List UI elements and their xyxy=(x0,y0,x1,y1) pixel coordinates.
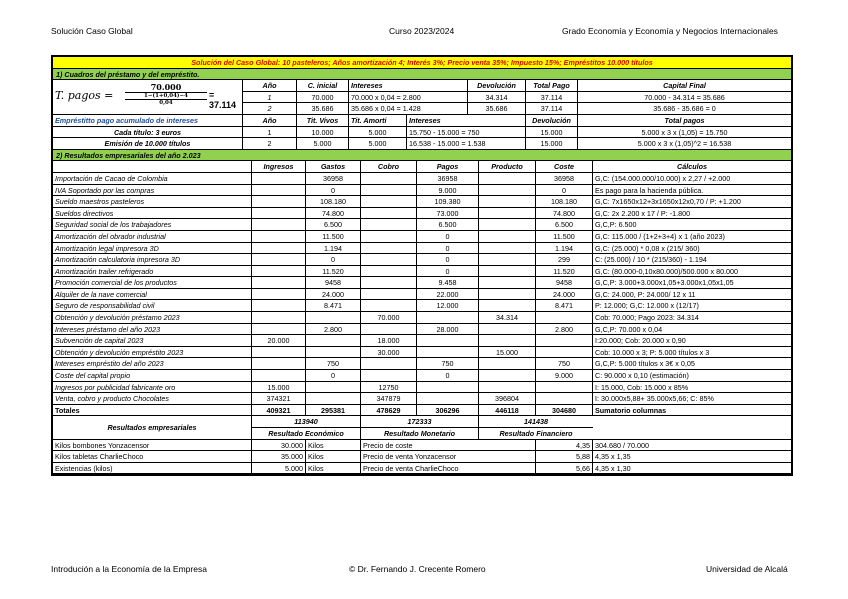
totals-cell: 478629 xyxy=(361,405,417,417)
results-cell xyxy=(361,300,417,312)
summary-name: Resultado Monetario xyxy=(361,428,479,440)
bond-cell: 2 xyxy=(243,138,297,150)
loan-row xyxy=(243,103,791,115)
results-cell: 11.500 xyxy=(536,231,593,243)
results-cell: Sueldo maestros pasteleros xyxy=(53,196,252,208)
loan-header: C. inicial xyxy=(297,80,349,92)
results-cell: 11.500 xyxy=(306,231,361,243)
formula-denominator-top: 1−(1+0,04)−4 xyxy=(125,93,207,100)
results-cell: G,C: (80.000-0,10x80.000)/500.000 x 80.000 xyxy=(593,266,791,278)
results-cell xyxy=(306,335,361,347)
results-cell: 34.314 xyxy=(479,312,536,324)
results-cell: 6.500 xyxy=(417,219,479,231)
bottom-cell: Kilos xyxy=(306,440,361,452)
results-cell: Intereses empréstito del año 2023 xyxy=(53,358,252,370)
spreadsheet xyxy=(51,55,793,476)
results-cell: 1.194 xyxy=(306,243,361,255)
loan-cell: 70.000 x 0,04 = 2.800 xyxy=(349,92,468,104)
results-cell xyxy=(479,300,536,312)
results-cell: 28.000 xyxy=(417,324,479,336)
sheet-title: Solución del Caso Global: 10 pasteleros; Años amortización 4; Interés 3%; Precio venta 35%; Impuesto 15%; Empréstitos 10.000 títulos xyxy=(53,57,791,69)
table-row xyxy=(53,358,791,370)
loan-cell: 70.000 - 34.314 = 35.686 xyxy=(578,92,791,104)
results-header: Gastos xyxy=(306,161,361,173)
loan-header: Intereses xyxy=(349,80,468,92)
loan-header: Año xyxy=(243,80,297,92)
results-cell xyxy=(417,347,479,359)
bond-label: Empréstitto pago acumulado de intereses xyxy=(53,115,243,127)
summary-value: 141438 xyxy=(479,416,593,428)
loan-cell: 37.114 xyxy=(526,92,578,104)
results-cell: 374321 xyxy=(252,393,306,405)
loan-block xyxy=(53,80,791,115)
results-cell: G,C,P: 70.000 x 0,04 xyxy=(593,324,791,336)
totals-cell: Totales xyxy=(53,405,252,417)
bottom-cell: Precio de venta Yonzacensor xyxy=(361,451,536,463)
results-cell: C: (25.000) / 10 * (215/360) - 1.194 xyxy=(593,254,791,266)
results-cell: 12.000 xyxy=(417,300,479,312)
results-cell: Amortización calculatoria impresora 3D xyxy=(53,254,252,266)
section-2-heading: 2) Resultados empresariales del año 2.023 xyxy=(53,150,791,162)
results-cell xyxy=(361,266,417,278)
results-cell xyxy=(417,382,479,394)
table-row xyxy=(53,289,791,301)
results-cell: 0 xyxy=(417,254,479,266)
loan-row xyxy=(243,92,791,104)
results-cell xyxy=(479,382,536,394)
results-cell xyxy=(252,243,306,255)
results-cell: 15.000 xyxy=(252,382,306,394)
bottom-cell: Precio de venta CharlieChoco xyxy=(361,463,536,475)
loan-cell: 1 xyxy=(243,92,297,104)
results-cell: Venta, cobro y producto Chocolates xyxy=(53,393,252,405)
results-cell: Coste del capital propio xyxy=(53,370,252,382)
results-header: Ingresos xyxy=(252,161,306,173)
bond-cell: 15.000 xyxy=(526,127,578,139)
results-cell: 12750 xyxy=(361,382,417,394)
results-cell: 9458 xyxy=(536,277,593,289)
results-cell xyxy=(252,289,306,301)
loan-cell: 35.686 xyxy=(297,103,349,115)
results-cell: 36958 xyxy=(417,173,479,185)
loan-cell: 35.686 xyxy=(468,103,526,115)
results-cell xyxy=(361,358,417,370)
results-cell xyxy=(361,289,417,301)
bond-cell: 5.000 x 3 x (1,05) = 15.750 xyxy=(578,127,791,139)
loan-header: Devolución xyxy=(468,80,526,92)
results-cell xyxy=(536,347,593,359)
bond-cell: 15.750 - 15.000 = 750 xyxy=(407,127,526,139)
results-cell: 9458 xyxy=(306,277,361,289)
results-cell: Sueldos directivos xyxy=(53,208,252,220)
results-cell xyxy=(479,254,536,266)
results-cell: 24.000 xyxy=(306,289,361,301)
table-row xyxy=(53,243,791,255)
loan-table xyxy=(243,80,791,115)
section-1-heading: 1) Cuadros del préstamo y del empréstito. xyxy=(53,69,791,81)
results-cell xyxy=(361,219,417,231)
results-cell: Alquiler de la nave comercial xyxy=(53,289,252,301)
table-row xyxy=(53,382,791,394)
results-cell xyxy=(479,243,536,255)
table-row xyxy=(53,185,791,197)
results-cell xyxy=(252,347,306,359)
totals-cell: Sumatorio columnas xyxy=(593,405,791,417)
bottom-table xyxy=(53,440,791,475)
results-cell: 108.180 xyxy=(306,196,361,208)
results-cell xyxy=(479,370,536,382)
results-cell xyxy=(479,231,536,243)
results-cell xyxy=(252,185,306,197)
results-cell xyxy=(361,324,417,336)
totals-row xyxy=(53,405,791,417)
results-cell: 347879 xyxy=(361,393,417,405)
table-row xyxy=(53,370,791,382)
results-cell xyxy=(252,196,306,208)
results-cell: 750 xyxy=(306,358,361,370)
loan-cell: 37.114 xyxy=(526,103,578,115)
results-cell: 6.500 xyxy=(536,219,593,231)
results-cell xyxy=(252,173,306,185)
results-cell xyxy=(306,393,361,405)
results-cell: Obtención y devolución empréstito 2023 xyxy=(53,347,252,359)
results-cell xyxy=(306,382,361,394)
table-row xyxy=(53,312,791,324)
bottom-cell: Precio de coste xyxy=(361,440,536,452)
results-cell: 74.800 xyxy=(306,208,361,220)
results-table-body xyxy=(53,173,791,405)
table-row xyxy=(53,300,791,312)
results-cell: G,C,P: 5.000 títulos x 3€ x 0,05 xyxy=(593,358,791,370)
summary-empty xyxy=(593,416,791,439)
table-row xyxy=(53,347,791,359)
results-cell: 0 xyxy=(417,231,479,243)
results-cell: Subvención de capital 2023 xyxy=(53,335,252,347)
results-cell xyxy=(361,370,417,382)
results-cell xyxy=(479,173,536,185)
results-cell xyxy=(536,335,593,347)
results-cell xyxy=(252,324,306,336)
results-cell: 36958 xyxy=(536,173,593,185)
results-cell: G,C: 24.000, P: 24.000/ 12 x 11 xyxy=(593,289,791,301)
results-cell xyxy=(479,196,536,208)
footer-left: Introdución a la Economía de la Empresa xyxy=(51,564,207,574)
results-header: Producto xyxy=(479,161,536,173)
results-cell: G,C: 7x1650x12+3x1650x12x0,70 / P: +1.200 xyxy=(593,196,791,208)
bottom-cell: Kilos tabletas CharlieChoco xyxy=(53,451,252,463)
results-cell: 750 xyxy=(536,358,593,370)
results-cell: 9.000 xyxy=(536,370,593,382)
bond-cell: 5.000 xyxy=(349,138,407,150)
results-cell: 2.800 xyxy=(306,324,361,336)
bond-cell: 1 xyxy=(243,127,297,139)
footer-center: © Dr. Fernando J. Crecente Romero xyxy=(349,564,486,574)
results-cell: Cob: 70.000; Pago 2023: 34.314 xyxy=(593,312,791,324)
results-cell: 36958 xyxy=(306,173,361,185)
table-row xyxy=(53,324,791,336)
results-cell: G,C,P: 6.500 xyxy=(593,219,791,231)
bond-header: Intereses xyxy=(407,115,526,127)
table-row xyxy=(53,196,791,208)
formula-fraction xyxy=(125,82,207,106)
results-cell: 2.800 xyxy=(536,324,593,336)
bond-cell: 5.000 xyxy=(297,138,349,150)
table-row xyxy=(53,173,791,185)
results-cell: Promoción comercial de los productos xyxy=(53,277,252,289)
summary-value: 113940 xyxy=(252,416,361,428)
table-row xyxy=(53,231,791,243)
results-cell xyxy=(479,266,536,278)
results-cell: Seguro de responsabilidad civil xyxy=(53,300,252,312)
loan-cell: 34.314 xyxy=(468,92,526,104)
results-cell xyxy=(361,277,417,289)
results-cell: 9.458 xyxy=(417,277,479,289)
bond-cell: 5.000 x 3 x (1,05)^2 = 16.538 xyxy=(578,138,791,150)
loan-header: Total Pago xyxy=(526,80,578,92)
results-cell: 0 xyxy=(306,185,361,197)
results-cell: I:20.000; Cob: 20.000 x 0,90 xyxy=(593,335,791,347)
results-cell xyxy=(252,254,306,266)
summary-value: 172333 xyxy=(361,416,479,428)
results-cell xyxy=(361,208,417,220)
bond-cell: 5.000 xyxy=(349,127,407,139)
results-cell: 30.000 xyxy=(361,347,417,359)
bond-row xyxy=(53,138,791,150)
bottom-cell: 5,66 xyxy=(536,463,593,475)
results-cell: 8.471 xyxy=(536,300,593,312)
results-cell: 15.000 xyxy=(479,347,536,359)
results-cell: 1.194 xyxy=(536,243,593,255)
results-cell xyxy=(479,358,536,370)
table-row xyxy=(53,451,791,463)
bond-cell: Cada título: 3 euros xyxy=(53,127,243,139)
formula-denominator-bottom: 0,04 xyxy=(159,100,173,107)
results-cell xyxy=(536,393,593,405)
results-cell: Importación de Cacao de Colombia xyxy=(53,173,252,185)
bond-cell: Emisión de 10.000 títulos xyxy=(53,138,243,150)
loan-cell: 70.000 xyxy=(297,92,349,104)
table-row xyxy=(53,254,791,266)
results-cell: Cob: 10.000 x 3; P: 5.000 títulos x 3 xyxy=(593,347,791,359)
bottom-cell: 4,35 x 1,35 xyxy=(593,451,791,463)
bottom-cell: 4,35 x 1,30 xyxy=(593,463,791,475)
results-cell xyxy=(361,231,417,243)
results-cell xyxy=(252,231,306,243)
bottom-cell: 4,35 xyxy=(536,440,593,452)
results-cell xyxy=(252,312,306,324)
results-cell: Es pago para la hacienda pública. xyxy=(593,185,791,197)
results-cell xyxy=(417,393,479,405)
totals-cell: 295381 xyxy=(306,405,361,417)
table-row xyxy=(53,208,791,220)
bond-row xyxy=(53,127,791,139)
results-cell xyxy=(479,277,536,289)
results-header xyxy=(53,161,252,173)
results-header: Pagos xyxy=(417,161,479,173)
loan-header: Capital Final xyxy=(578,80,791,92)
results-cell: 70.000 xyxy=(361,312,417,324)
results-header: Cobro xyxy=(361,161,417,173)
bond-cell: 15.000 xyxy=(526,138,578,150)
results-header: Coste xyxy=(536,161,593,173)
bottom-cell: Existencias (kilos) xyxy=(53,463,252,475)
results-cell xyxy=(479,335,536,347)
results-cell: 22.000 xyxy=(417,289,479,301)
formula-numerator: 70.000 xyxy=(125,82,207,93)
totals-cell: 306296 xyxy=(417,405,479,417)
results-cell: Intereses préstamo del año 2023 xyxy=(53,324,252,336)
results-cell: 0 xyxy=(417,243,479,255)
results-cell: 108.180 xyxy=(536,196,593,208)
summary-label: Resultados empresariales xyxy=(53,416,252,439)
results-cell xyxy=(417,335,479,347)
table-row xyxy=(53,440,791,452)
bond-cell: 10.000 xyxy=(297,127,349,139)
results-cell: 24.000 xyxy=(536,289,593,301)
summary-block xyxy=(53,416,791,439)
bottom-cell: 5,88 xyxy=(536,451,593,463)
results-cell xyxy=(536,312,593,324)
results-cell: I: 15.000, Cob: 15.000 x 85% xyxy=(593,382,791,394)
bottom-cell: 35.000 xyxy=(252,451,306,463)
results-cell: IVA Soportado por las compras xyxy=(53,185,252,197)
results-cell: 6.500 xyxy=(306,219,361,231)
bond-cell: 16.538 - 15.000 = 1.538 xyxy=(407,138,526,150)
header-center: Curso 2023/2024 xyxy=(389,26,455,36)
bond-header: Total pagos xyxy=(578,115,791,127)
results-cell: G,C: 2x 2.200 x 17 / P: -1.800 xyxy=(593,208,791,220)
table-row xyxy=(53,277,791,289)
bottom-cell: Kilos bombones Yonzacensor xyxy=(53,440,252,452)
formula-lhs: T. pagos = xyxy=(55,89,114,103)
loan-cell: 2 xyxy=(243,103,297,115)
footer-right: Universidad de Alcalá xyxy=(706,564,788,574)
table-row xyxy=(53,335,791,347)
results-cell xyxy=(479,208,536,220)
results-cell: Amortización del obrador industrial xyxy=(53,231,252,243)
table-row xyxy=(53,219,791,231)
bond-header: Año xyxy=(243,115,297,127)
results-cell: 8.471 xyxy=(306,300,361,312)
results-cell: G,C,P: 3.000+3.000x1,05+3.000x1,05x1,05 xyxy=(593,277,791,289)
results-cell: G,C: (154.000.000/10.000) x 2,27 / +2.000 xyxy=(593,173,791,185)
results-cell xyxy=(417,312,479,324)
results-cell: 11.520 xyxy=(536,266,593,278)
results-cell xyxy=(252,208,306,220)
results-cell xyxy=(361,243,417,255)
results-cell: Obtención y devolución préstamo 2023 xyxy=(53,312,252,324)
results-cell: 74.800 xyxy=(536,208,593,220)
bottom-cell: Kilos xyxy=(306,451,361,463)
formula-result: = 37.114 xyxy=(209,90,237,111)
table-row xyxy=(53,393,791,405)
results-cell: 11.520 xyxy=(306,266,361,278)
summary-name: Resultado Económico xyxy=(252,428,361,440)
results-cell xyxy=(252,358,306,370)
results-cell xyxy=(252,266,306,278)
totals-cell: 446118 xyxy=(479,405,536,417)
bond-header-row xyxy=(53,115,791,127)
results-cell: I: 30.000x5,88+ 35.000x5,66; C: 85% xyxy=(593,393,791,405)
header-right: Grado Economía y Economía y Negocios Internacionales xyxy=(562,26,778,36)
results-cell xyxy=(252,300,306,312)
results-cell: 73.000 xyxy=(417,208,479,220)
bottom-cell: 5.000 xyxy=(252,463,306,475)
bottom-cell: 30.000 xyxy=(252,440,306,452)
results-cell: 109.380 xyxy=(417,196,479,208)
table-row xyxy=(53,463,791,475)
results-cell: Amortización legal impresora 3D xyxy=(53,243,252,255)
results-cell: Seguridad social de los trabajadores xyxy=(53,219,252,231)
results-cell xyxy=(479,185,536,197)
results-cell: 396804 xyxy=(479,393,536,405)
results-cell xyxy=(479,289,536,301)
results-cell: Amortización trailer refrigerado xyxy=(53,266,252,278)
loan-cell: 35.686 x 0,04 = 1.428 xyxy=(349,103,468,115)
results-cell xyxy=(536,382,593,394)
results-cell: C: 90.000 x 0,10 (estimación) xyxy=(593,370,791,382)
results-cell xyxy=(306,312,361,324)
results-header: Cálculos xyxy=(593,161,791,173)
results-cell xyxy=(252,370,306,382)
results-cell: 299 xyxy=(536,254,593,266)
results-cell: 0 xyxy=(306,370,361,382)
results-cell xyxy=(479,219,536,231)
bond-header: Devolución xyxy=(526,115,578,127)
results-cell: Ingresos por publicidad fabricante oro xyxy=(53,382,252,394)
results-cell: 0 xyxy=(417,370,479,382)
results-cell xyxy=(361,173,417,185)
bond-header: Tit. Vivos xyxy=(297,115,349,127)
results-cell xyxy=(252,277,306,289)
results-cell: 0 xyxy=(536,185,593,197)
results-cell: P: 12.000; G,C: 12.000 x (12/17) xyxy=(593,300,791,312)
results-cell xyxy=(252,219,306,231)
results-cell: G,C: 115.000 / (1+2+3+4) x 1 (año 2023) xyxy=(593,231,791,243)
results-header-row xyxy=(53,161,791,173)
results-cell: 9.000 xyxy=(417,185,479,197)
results-cell: 18.000 xyxy=(361,335,417,347)
bottom-cell: Kilos xyxy=(306,463,361,475)
results-cell xyxy=(361,254,417,266)
table-row xyxy=(53,266,791,278)
totals-cell: 409321 xyxy=(252,405,306,417)
results-cell: 20.000 xyxy=(252,335,306,347)
results-cell xyxy=(479,324,536,336)
bond-header: Tit. Amorti xyxy=(349,115,407,127)
results-cell: 0 xyxy=(417,266,479,278)
results-cell: 750 xyxy=(417,358,479,370)
results-cell: 0 xyxy=(306,254,361,266)
results-cell xyxy=(361,196,417,208)
summary-name: Resultado Financiero xyxy=(479,428,593,440)
loan-cell: 35.686 - 35.686 = 0 xyxy=(578,103,791,115)
results-cell xyxy=(361,185,417,197)
results-cell: G,C: (25.000) * 0,08 x (215/ 360) xyxy=(593,243,791,255)
header-left: Solución Caso Global xyxy=(51,26,133,36)
totals-cell: 304680 xyxy=(536,405,593,417)
annuity-formula xyxy=(53,80,243,115)
bottom-cell: 304.680 / 70.000 xyxy=(593,440,791,452)
results-cell xyxy=(306,347,361,359)
